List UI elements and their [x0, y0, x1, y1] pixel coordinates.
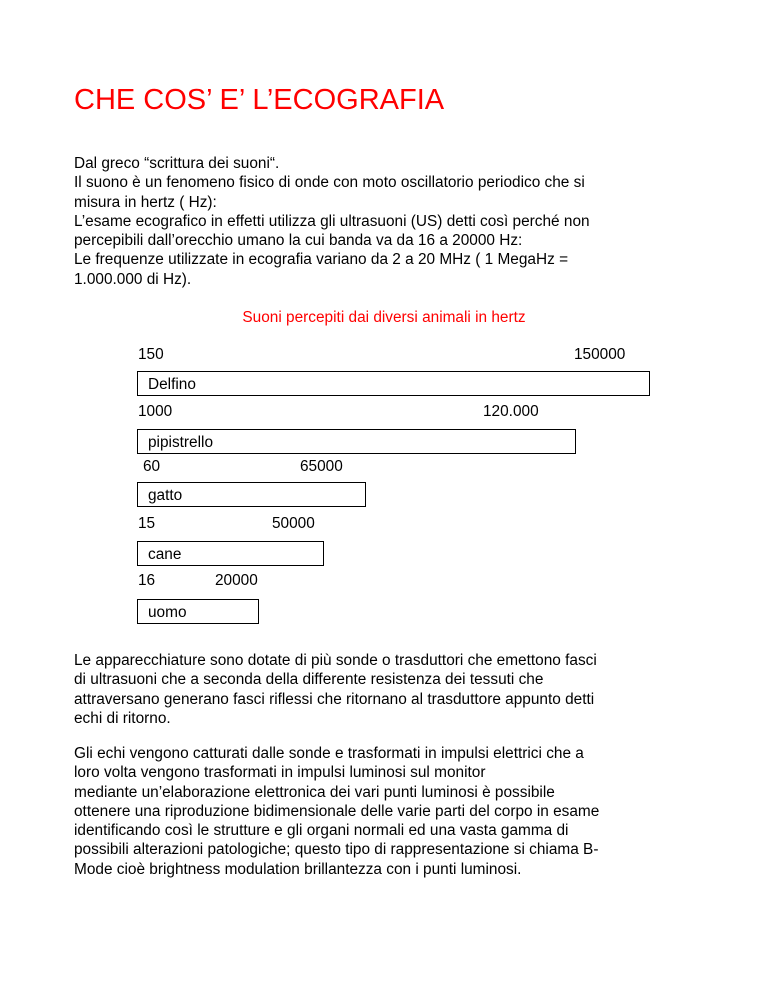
paragraph-line: 1.000.000 di Hz). [74, 270, 192, 288]
paragraph-line: Dal greco “scrittura dei suoni“. [74, 155, 280, 172]
paragraph-line: echi di ritorno. [74, 709, 171, 727]
paragraph-line: possibili alterazioni patologiche; questo tipo di rappresentazione si chiama B- [74, 841, 599, 859]
bar-gatto [137, 482, 366, 507]
bar-animal-label: Delfino [148, 376, 196, 393]
paragraph-line: ottenere una riproduzione bidimensionale delle varie parti del corpo in esame [74, 802, 600, 820]
paragraph-line: mediante un’elaborazione elettronica dei vari punti luminosi è possibile [74, 783, 555, 801]
equipment-paragraph [74, 651, 714, 728]
bar-max-label: 120.000 [483, 403, 539, 420]
bar-max-label: 50000 [272, 515, 315, 532]
bar-animal-label: cane [148, 546, 182, 563]
bar-min-label: 16 [138, 572, 156, 589]
bar-delfino [137, 371, 650, 396]
paragraph-line: L’esame ecografico in effetti utilizza gli ultrasuoni (US) detti così perché non [74, 212, 590, 230]
bar-animal-label: gatto [148, 487, 183, 504]
bar-min-label: 60 [143, 458, 161, 475]
bar-pipistrello [137, 429, 576, 454]
bar-max-label: 65000 [300, 458, 343, 475]
chart-title: Suoni percepiti dai diversi animali in hertz [242, 309, 526, 326]
bar-animal-label: pipistrello [148, 434, 214, 451]
bar-cane [137, 541, 324, 566]
paragraph-line: Le frequenze utilizzate in ecografia variano da 2 a 20 MHz ( 1 MegaHz = [74, 251, 569, 269]
paragraph-line: attraversano generano fasci riflessi che ritornano al trasduttore appunto detti [74, 690, 595, 708]
bar-min-label: 150 [138, 346, 164, 363]
paragraph-line: loro volta vengono trasformati in impulsi luminosi sul monitor [74, 764, 486, 782]
bar-min-label: 1000 [138, 403, 173, 420]
bar-uomo [137, 599, 259, 624]
intro-paragraph [74, 154, 714, 289]
bar-max-label: 20000 [215, 572, 258, 589]
paragraph-line: identificando così le strutture e gli organi normali ed una vasta gamma di [74, 822, 569, 840]
paragraph-line: percepibili dall’orecchio umano la cui banda va da 16 a 20000 Hz: [74, 232, 523, 250]
paragraph-line: Le apparecchiature sono dotate di più sonde o trasduttori che emettono fasci [74, 652, 597, 669]
bar-animal-label: uomo [148, 604, 187, 621]
paragraph-line: Mode cioè brightness modulation brillantezza con i punti luminosi. [74, 860, 522, 878]
paragraph-line: Gli echi vengono catturati dalle sonde e trasformati in impulsi elettrici che a [74, 745, 584, 762]
paragraph-line: misura in hertz ( Hz): [74, 193, 217, 211]
echoes-paragraph [74, 744, 714, 879]
page-title: CHE COS’ E’ L’ECOGRAFIA [74, 84, 445, 116]
bar-min-label: 15 [138, 515, 156, 532]
paragraph-line: di ultrasuoni che a seconda della differente resistenza dei tessuti che [74, 671, 544, 689]
paragraph-line: Il suono è un fenomeno fisico di onde con moto oscillatorio periodico che si [74, 174, 585, 192]
bar-max-label: 150000 [574, 346, 626, 363]
